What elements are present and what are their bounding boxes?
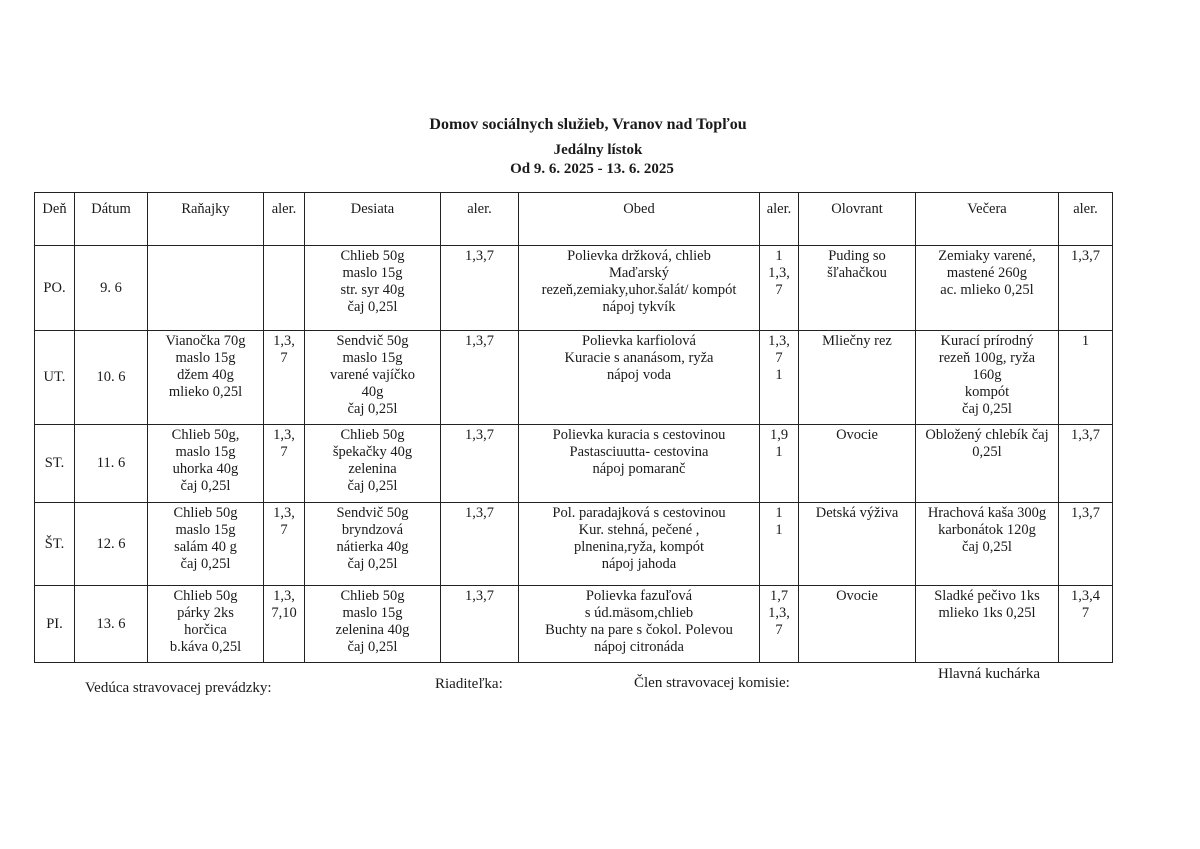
- cell-line: 1,3,: [768, 333, 790, 349]
- date-cell: 10. 6: [75, 331, 148, 425]
- dinner-allergens-cell: [1059, 503, 1113, 586]
- afternoon-snack-cell: [799, 425, 916, 503]
- cell-line: 1,3,4: [1071, 588, 1100, 604]
- breakfast-allergens-cell: [264, 246, 305, 331]
- snack-cell: [305, 425, 441, 503]
- cell-line: čaj 0,25l: [347, 401, 398, 417]
- lunch-allergens-cell: [760, 425, 799, 503]
- cell-line: 1,3,7: [1071, 427, 1100, 443]
- cell-line: 7: [775, 350, 783, 366]
- cell-line: nápoj voda: [606, 367, 672, 383]
- cell-line: 1: [775, 444, 783, 460]
- header-afternoon-snack: Olovrant: [799, 193, 916, 246]
- cell-line: maslo 15g: [175, 350, 236, 366]
- cell-line: maslo 15g: [175, 444, 236, 460]
- cell-line: Polievka kuracia s cestovinou: [552, 427, 726, 443]
- cell-line: čaj 0,25l: [347, 478, 398, 494]
- afternoon-snack-cell: [799, 331, 916, 425]
- cell-line: rezeň,zemiaky,uhor.šalát/ kompót: [541, 282, 737, 298]
- cell-line: Polievka držková, chlieb: [567, 248, 711, 264]
- cell-line: ac. mlieko 0,25l: [940, 282, 1034, 298]
- breakfast-cell: [148, 503, 264, 586]
- cell-line: 1: [775, 505, 783, 521]
- cell-line: Kurací prírodný: [940, 333, 1034, 349]
- cell-line: 1,3,: [273, 505, 295, 521]
- table-row: [35, 503, 1113, 586]
- breakfast-cell: [148, 246, 264, 331]
- day-cell: PI.: [35, 586, 75, 663]
- header-lunch-allergens: aler.: [760, 193, 799, 246]
- breakfast-allergens-cell: [264, 503, 305, 586]
- cell-line: 1,3,: [273, 333, 295, 349]
- afternoon-snack-cell: [799, 586, 916, 663]
- snack-cell: [305, 246, 441, 331]
- cell-line: čaj 0,25l: [962, 539, 1012, 555]
- menu-table: [34, 192, 1113, 663]
- cell-line: Sladké pečivo 1ks: [934, 588, 1040, 604]
- cell-line: maslo 15g: [342, 265, 403, 281]
- cell-line: mastené 260g: [946, 265, 1028, 281]
- snack-allergens-cell: [441, 425, 519, 503]
- header-snack: Desiata: [305, 193, 441, 246]
- cell-line: Puding so: [828, 248, 886, 264]
- dinner-allergens-cell: [1059, 586, 1113, 663]
- cell-line: 1,3,: [273, 588, 295, 604]
- dinner-allergens-cell: [1059, 331, 1113, 425]
- cell-line: plnenina,ryža, kompót: [573, 539, 705, 555]
- breakfast-cell: [148, 331, 264, 425]
- cell-line: 160g: [972, 367, 1002, 383]
- date-cell: 9. 6: [75, 246, 148, 331]
- signature-chef: Hlavná kuchárka: [938, 666, 1041, 682]
- header-lunch: Obed: [519, 193, 760, 246]
- day-cell: UT.: [35, 331, 75, 425]
- cell-line: Polievka fazuľová: [585, 588, 693, 604]
- header-breakfast-allergens: aler.: [264, 193, 305, 246]
- cell-line: 1,3,7: [465, 505, 494, 521]
- cell-line: Chlieb 50g: [340, 248, 405, 264]
- cell-line: mlieko 0,25l: [168, 384, 243, 400]
- cell-line: rezeň 100g, ryža: [938, 350, 1036, 366]
- cell-line: Maďarský: [608, 265, 670, 281]
- cell-line: šľahačkou: [827, 265, 887, 281]
- signature-director: Riaditeľka:: [435, 676, 503, 692]
- cell-line: 1: [1081, 333, 1090, 349]
- cell-line: džem 40g: [177, 367, 234, 383]
- cell-line: Polievka karfiolová: [582, 333, 696, 349]
- header-dinner: Večera: [916, 193, 1059, 246]
- cell-line: 1,3,7: [465, 333, 494, 349]
- cell-line: 1,3,7: [1071, 505, 1100, 521]
- cell-line: varené vajíčko: [330, 367, 415, 383]
- cell-line: Chlieb 50g: [340, 588, 405, 604]
- dinner-allergens-cell: [1059, 246, 1113, 331]
- cell-line: mlieko 1ks 0,25l: [938, 605, 1036, 621]
- header-dinner-allergens: aler.: [1059, 193, 1113, 246]
- cell-line: Pol. paradajková s cestovinou: [552, 505, 726, 521]
- signature-manager: Vedúca stravovacej prevádzky:: [85, 680, 272, 696]
- date-cell: 13. 6: [75, 586, 148, 663]
- cell-line: str. syr 40g: [340, 282, 405, 298]
- cell-line: zelenina 40g: [335, 622, 410, 638]
- cell-line: Kur. stehná, pečené ,: [578, 522, 700, 538]
- table-row: [35, 586, 1113, 663]
- table-row: [35, 246, 1113, 331]
- document-title: Domov sociálnych služieb, Vranov nad Topľou: [429, 116, 747, 133]
- header-snack-allergens: aler.: [441, 193, 519, 246]
- cell-line: Chlieb 50g,: [171, 427, 240, 443]
- cell-line: 40g: [361, 384, 384, 400]
- cell-line: Ovocie: [836, 427, 878, 443]
- header-date: Dátum: [75, 193, 148, 246]
- day-cell: ŠT.: [35, 503, 75, 586]
- cell-line: Pastasciuutta- cestovina: [569, 444, 709, 460]
- cell-line: 1,9: [769, 427, 789, 443]
- lunch-cell: [519, 586, 760, 663]
- dinner-cell: [916, 425, 1059, 503]
- cell-line: maslo 15g: [342, 605, 403, 621]
- date-range: Od 9. 6. 2025 - 13. 6. 2025: [510, 161, 674, 177]
- signature-line: [0, 664, 1200, 694]
- cell-line: 7: [280, 444, 288, 460]
- lunch-allergens-cell: [760, 331, 799, 425]
- cell-line: čaj 0,25l: [347, 639, 398, 655]
- cell-line: Sendvič 50g: [336, 505, 409, 521]
- cell-line: 1,3,7: [465, 588, 494, 604]
- cell-line: 7: [280, 522, 288, 538]
- cell-line: 7: [775, 622, 783, 638]
- cell-line: Obložený chlebík čaj: [925, 427, 1049, 443]
- header-row: [35, 193, 1113, 246]
- document-subtitle: Jedálny lístok: [553, 142, 643, 158]
- menu-table-body: [35, 246, 1113, 663]
- cell-line: Buchty na pare s čokol. Polevou: [545, 622, 733, 638]
- cell-line: kompót: [964, 384, 1010, 400]
- table-row: [35, 331, 1113, 425]
- cell-line: čaj 0,25l: [347, 299, 398, 315]
- cell-line: čaj 0,25l: [180, 478, 231, 494]
- cell-line: nápoj pomaranč: [592, 461, 686, 477]
- cell-line: párky 2ks: [177, 605, 234, 621]
- cell-line: čaj 0,25l: [347, 556, 398, 572]
- lunch-cell: [519, 503, 760, 586]
- cell-line: 1: [775, 367, 783, 383]
- breakfast-allergens-cell: [264, 586, 305, 663]
- cell-line: nápoj jahoda: [601, 556, 677, 572]
- cell-line: nápoj citronáda: [594, 639, 684, 655]
- cell-line: Hrachová kaša 300g: [927, 505, 1047, 521]
- cell-line: Sendvič 50g: [336, 333, 409, 349]
- cell-line: horčica: [184, 622, 227, 638]
- cell-line: Ovocie: [836, 588, 878, 604]
- cell-line: 7: [775, 282, 783, 298]
- snack-allergens-cell: [441, 503, 519, 586]
- afternoon-snack-cell: [799, 503, 916, 586]
- cell-line: 1,3,7: [465, 427, 494, 443]
- lunch-allergens-cell: [760, 246, 799, 331]
- dinner-cell: [916, 586, 1059, 663]
- cell-line: s úd.mäsom,chlieb: [584, 605, 694, 621]
- header-day: Deň: [35, 193, 75, 246]
- breakfast-allergens-cell: [264, 425, 305, 503]
- table-row: [35, 425, 1113, 503]
- cell-line: Detská výživa: [815, 505, 899, 521]
- cell-line: 1: [775, 248, 783, 264]
- lunch-allergens-cell: [760, 503, 799, 586]
- cell-line: karbonátok 120g: [938, 522, 1036, 538]
- cell-line: čaj 0,25l: [962, 401, 1012, 417]
- cell-line: Chlieb 50g: [173, 588, 238, 604]
- cell-line: 1,3,7: [1071, 248, 1100, 264]
- cell-line: Zemiaky varené,: [938, 248, 1036, 264]
- cell-line: 1,3,: [768, 265, 790, 281]
- cell-line: 7: [280, 350, 288, 366]
- cell-line: Kuracie s ananásom, ryža: [564, 350, 714, 366]
- cell-line: Chlieb 50g: [340, 427, 405, 443]
- breakfast-cell: [148, 586, 264, 663]
- snack-allergens-cell: [441, 246, 519, 331]
- cell-line: salám 40 g: [174, 539, 237, 555]
- breakfast-allergens-cell: [264, 331, 305, 425]
- cell-line: 0,25l: [972, 444, 1002, 460]
- cell-line: maslo 15g: [175, 522, 236, 538]
- cell-line: Vianočka 70g: [165, 333, 246, 349]
- breakfast-cell: [148, 425, 264, 503]
- cell-line: 1,3,: [768, 605, 790, 621]
- cell-line: 1,3,7: [465, 248, 494, 264]
- cell-line: Mliečny rez: [822, 333, 892, 349]
- cell-line: 7,10: [271, 605, 297, 621]
- cell-line: zelenina: [348, 461, 397, 477]
- cell-line: špekačky 40g: [332, 444, 413, 460]
- header-breakfast: Raňajky: [148, 193, 264, 246]
- lunch-cell: [519, 246, 760, 331]
- cell-line: maslo 15g: [342, 350, 403, 366]
- cell-line: čaj 0,25l: [180, 556, 231, 572]
- dinner-cell: [916, 246, 1059, 331]
- dinner-cell: [916, 331, 1059, 425]
- snack-cell: [305, 503, 441, 586]
- day-cell: PO.: [35, 246, 75, 331]
- snack-cell: [305, 331, 441, 425]
- cell-line: bryndzová: [341, 522, 404, 538]
- cell-line: Chlieb 50g: [173, 505, 238, 521]
- cell-line: 7: [1081, 605, 1090, 621]
- dinner-allergens-cell: [1059, 425, 1113, 503]
- lunch-cell: [519, 425, 760, 503]
- dinner-cell: [916, 503, 1059, 586]
- cell-line: 1,7: [769, 588, 789, 604]
- cell-line: b.káva 0,25l: [169, 639, 242, 655]
- lunch-allergens-cell: [760, 586, 799, 663]
- day-cell: ST.: [35, 425, 75, 503]
- date-cell: 11. 6: [75, 425, 148, 503]
- snack-allergens-cell: [441, 586, 519, 663]
- date-cell: 12. 6: [75, 503, 148, 586]
- cell-line: nápoj tykvík: [602, 299, 676, 315]
- lunch-cell: [519, 331, 760, 425]
- cell-line: nátierka 40g: [336, 539, 409, 555]
- afternoon-snack-cell: [799, 246, 916, 331]
- snack-allergens-cell: [441, 331, 519, 425]
- cell-line: uhorka 40g: [172, 461, 239, 477]
- signature-committee: Člen stravovacej komisie:: [634, 675, 790, 691]
- cell-line: 1: [775, 522, 783, 538]
- snack-cell: [305, 586, 441, 663]
- cell-line: 1,3,: [273, 427, 295, 443]
